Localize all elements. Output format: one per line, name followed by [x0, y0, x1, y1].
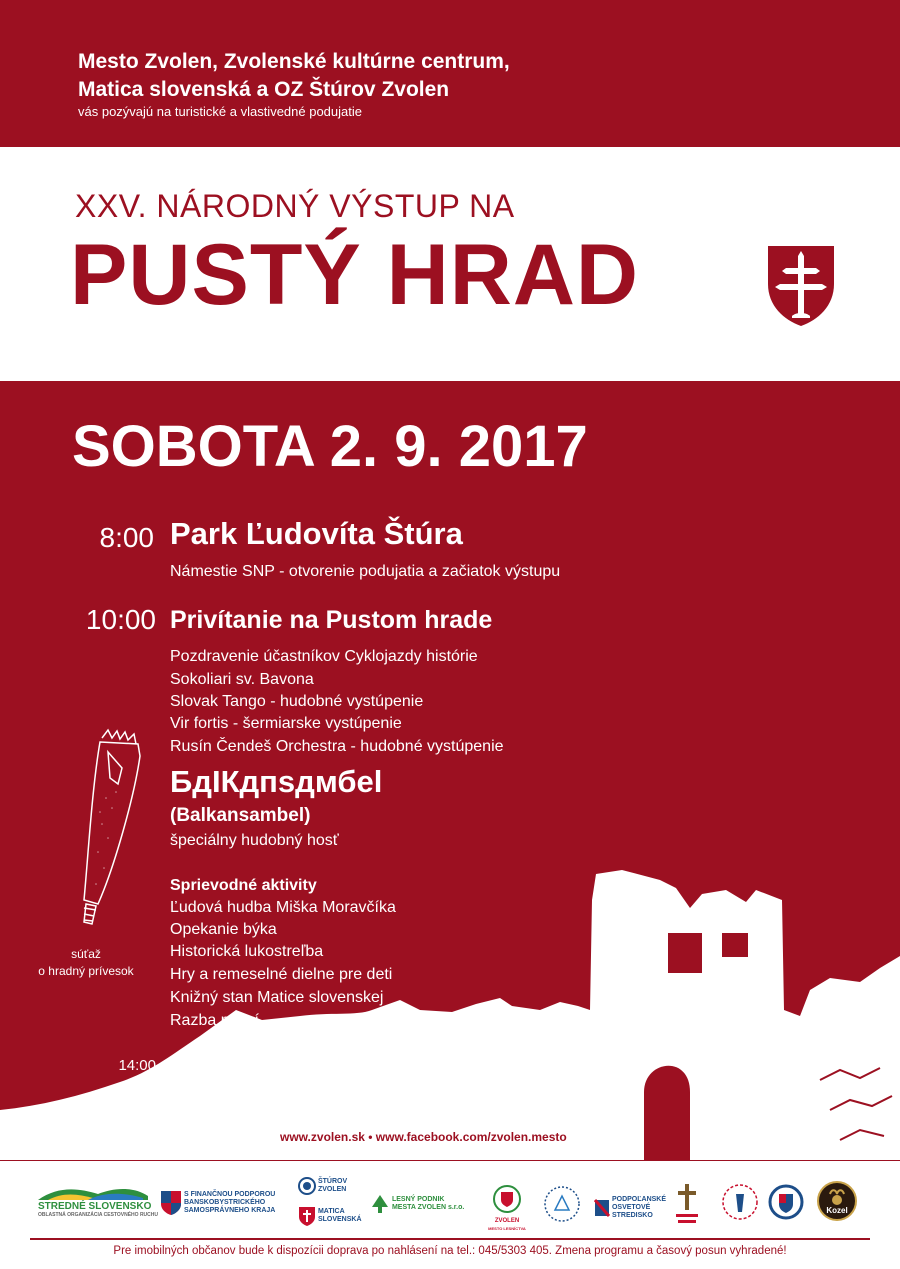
program-item: Pozdravenie účastníkov Cyklojazdy histórie [170, 648, 478, 665]
program-item: Vir fortis - šermiarske vystúpenie [170, 715, 402, 732]
lesny-podnik-logo: LESNÝ PODNIK MESTA ZVOLEN s.r.o. [370, 1194, 470, 1214]
sponsor-logos [0, 1170, 900, 1235]
program-item: Slovak Tango - hudobné vystúpenie [170, 693, 424, 710]
zvolen-mesto-lesnictva-logo: ZVOLEN MESTO LESNÍCTVA [482, 1184, 532, 1233]
website-links[interactable]: www.zvolen.sk • www.facebook.com/zvolen.mesto [280, 1130, 567, 1144]
stredne-slovensko-logo: STREDNÉ SLOVENSKO OBLASTNÁ ORGANIZÁCIA CESTOVNÉHO RUCHU [38, 1184, 158, 1219]
program-item: Rusín Čendeš Orchestra - hudobné vystúpenie [170, 738, 504, 755]
organizers-line-1: Mesto Zvolen, Zvolenské kultúrne centrum, [78, 50, 510, 73]
activity-item: Historická lukostreľba [170, 943, 324, 960]
pos-shield-icon [594, 1199, 610, 1217]
program-item: Sokoliari sv. Bavona [170, 671, 314, 688]
cross-emblem-logo-icon [672, 1182, 702, 1226]
footer-divider [30, 1238, 870, 1240]
activities-title: Sprievodné aktivity [170, 877, 317, 894]
event-date: SOBOTA 2. 9. 2017 [72, 414, 588, 479]
time-end: 14:00 [118, 1057, 156, 1074]
bbsk-logo: S FINANČNOU PODPOROU BANSKOBYSTRICKÉHO SAMOSPRÁVNEHO KRAJA [160, 1190, 280, 1216]
matica-shield-icon [298, 1206, 316, 1226]
time-first: 8:00 [99, 522, 154, 553]
guest-alt-name: (Balkansambel) [170, 805, 311, 826]
activity-item: Razba mincí [170, 1012, 259, 1029]
sturov-emblem-icon [298, 1176, 316, 1196]
guest-desc: špeciálny hudobný hosť [170, 832, 339, 849]
round-seal-logo-icon [768, 1184, 804, 1220]
event-subtitle: XXV. NÁRODNÝ VÝSTUP NA [75, 188, 515, 224]
sturov-zvolen-logo: ŠTÚROV ZVOLEN [298, 1176, 368, 1196]
kozel-goat-icon [816, 1180, 858, 1222]
zvolen-round-logo-icon [489, 1184, 525, 1214]
hills-icon [38, 1184, 148, 1200]
wooden-club-pendant-icon [62, 728, 152, 938]
organizers-line-2: Matica slovenská a OZ Štúrov Zvolen [78, 78, 450, 101]
event-first-title: Park Ľudovíta Štúra [170, 516, 463, 551]
event-title: PUSTÝ HRAD [70, 227, 640, 323]
guest-name: БдIКдпsдмбеl [170, 764, 383, 799]
header-band [0, 0, 900, 147]
activity-item: Ľudová hudba Miška Moravčíka [170, 899, 396, 916]
activity-item: Knižný stan Matice slovenskej [170, 989, 384, 1006]
archeological-society-logo-icon [542, 1184, 582, 1224]
event-end-title: Záver podujatia [170, 1056, 289, 1073]
activity-item: Opekanie býka [170, 921, 277, 938]
matica-slovenska-logo: MATICA SLOVENSKÁ [298, 1206, 368, 1226]
invitation-text: vás pozývajú na turistické a vlastivedné podujatie [78, 104, 362, 119]
bbsk-shield-icon [160, 1190, 182, 1216]
kozel-logo: Kozel [816, 1180, 858, 1222]
event-first-desc: Námestie SNP - otvorenie podujatia a začiatok výstupu [170, 563, 561, 580]
tree-icon [370, 1194, 390, 1214]
time-second: 10:00 [85, 604, 156, 635]
event-second-title: Privítanie na Pustom hrade [170, 606, 493, 634]
historical-club-logo-icon [720, 1182, 760, 1222]
zvolen-coat-of-arms-icon [766, 244, 836, 328]
footer-note: Pre imobilných občanov bude k dispozícii doprava po nahlásení na tel.: 045/5303 405. Zmena programu a časový posun vyhradené! [113, 1245, 787, 1257]
activity-item: Hry a remeselné dielne pre deti [170, 966, 393, 983]
contest-caption: súťaž o hradný prívesok [38, 947, 134, 978]
podpolianske-osvetove-stredisko-logo: PODPOĽANSKÉ OSVETOVÉ STREDISKO [594, 1196, 674, 1220]
